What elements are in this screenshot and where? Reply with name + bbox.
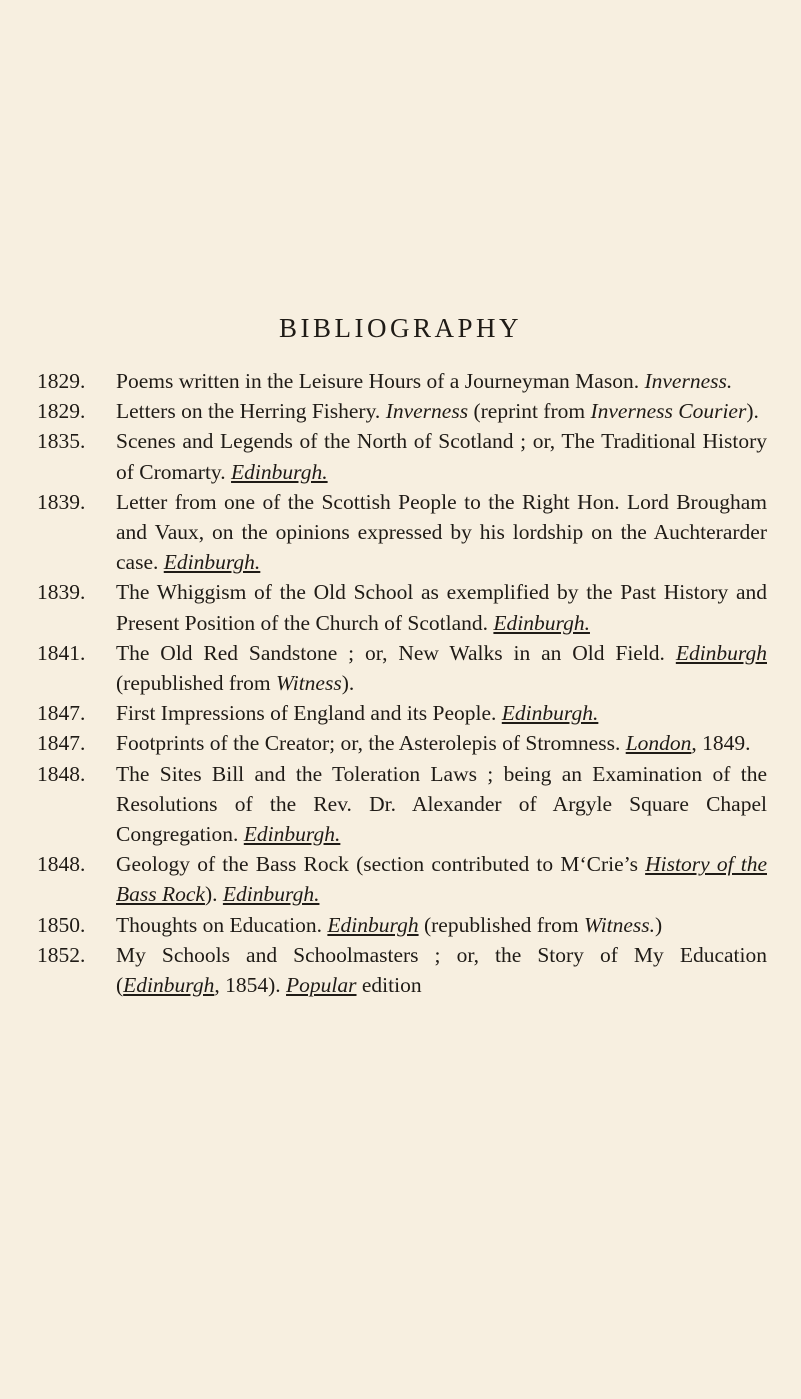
entry-plain-text: My Schools and Schoolmasters ; or, the Story of My Education ( bbox=[116, 942, 767, 998]
entry-plain-text: ). bbox=[341, 671, 355, 696]
entry-italic-text: Inverness. bbox=[644, 369, 733, 393]
bibliography-entry bbox=[37, 910, 767, 940]
bibliography-entry bbox=[37, 849, 767, 909]
entry-text bbox=[116, 940, 767, 1000]
entry-text bbox=[116, 698, 767, 728]
entry-plain-text: First Impressions of England and its People. bbox=[116, 701, 502, 726]
entry-plain-text: (republished from bbox=[418, 912, 584, 937]
entry-plain-text: Poems written in the Leisure Hours of a Journeyman Mason. bbox=[116, 369, 645, 393]
entry-year: 1850. bbox=[37, 912, 86, 937]
entry-plain-text: Footprints of the Creator; or, the Asterolepis of Stromness. bbox=[116, 731, 626, 756]
entry-italic-text: Edinburgh bbox=[675, 640, 767, 665]
entry-plain-text: edition bbox=[356, 973, 422, 998]
bibliography-entry bbox=[37, 487, 767, 578]
entry-year: 1835. bbox=[37, 429, 86, 454]
entry-year: 1829. bbox=[37, 369, 86, 393]
entry-plain-text: Scenes and Legends of the North of Scotland ; or, The Traditional History of Cromarty. bbox=[116, 429, 767, 484]
entry-plain-text: (reprint from bbox=[468, 399, 591, 424]
entry-year: 1847. bbox=[37, 701, 86, 726]
entry-text bbox=[116, 849, 767, 909]
entry-italic-text: Edinburgh. bbox=[231, 459, 328, 484]
entry-italic-text: Edinburgh. bbox=[222, 882, 320, 907]
bibliography-entry bbox=[37, 638, 767, 698]
bibliography-entry bbox=[37, 759, 767, 850]
entry-italic-text: Edinburgh. bbox=[163, 550, 261, 575]
entry-italic-text: Edinburgh. bbox=[501, 701, 599, 726]
entry-text bbox=[116, 638, 767, 698]
entry-plain-text: Letters on the Herring Fishery. bbox=[116, 399, 386, 424]
entry-plain-text: Letter from one of the Scottish People to the Right Hon. Lord Brougham and Vaux, on the opinions expressed by his lordship on the Auchterarder case. bbox=[116, 489, 767, 575]
bibliography-entry bbox=[37, 728, 767, 758]
bibliography-entry bbox=[37, 940, 767, 1000]
bibliography-entry bbox=[37, 366, 767, 396]
entry-plain-text: ) bbox=[655, 912, 663, 937]
entry-plain-text: , 1854). bbox=[214, 973, 287, 998]
entry-plain-text: Geology of the Bass Rock (section contributed to M‘Crie’s bbox=[116, 852, 646, 877]
page-title: BIBLIOGRAPHY bbox=[278, 313, 522, 343]
entry-italic-text: London bbox=[625, 731, 692, 756]
entry-italic-text: Witness. bbox=[583, 912, 656, 937]
entry-text bbox=[116, 910, 767, 940]
entry-text bbox=[116, 366, 767, 396]
entry-italic-text: Inverness Courier bbox=[590, 399, 747, 424]
entry-text bbox=[116, 577, 767, 637]
entry-year: 1852. bbox=[37, 942, 86, 967]
entry-text bbox=[116, 487, 767, 578]
entry-plain-text: The Whiggism of the Old School as exemplified by the Past History and Present Position of the Church of Scotland. bbox=[116, 580, 767, 635]
entry-italic-text: Edinburgh bbox=[123, 973, 215, 998]
bibliography-entry bbox=[37, 577, 767, 637]
entry-text bbox=[116, 759, 767, 850]
entry-plain-text: The Sites Bill and the Toleration Laws ; being an Examination of the Resolutions of the Rev. Dr. Alexander of Argyle Square Chapel Congregation. bbox=[116, 761, 767, 847]
entry-text bbox=[116, 396, 767, 426]
entry-year: 1839. bbox=[37, 489, 86, 514]
entry-italic-text: Popular bbox=[286, 973, 357, 998]
entry-text bbox=[116, 426, 767, 486]
entry-italic-text: Edinburgh. bbox=[493, 610, 590, 635]
entry-year: 1841. bbox=[37, 640, 86, 665]
entry-plain-text: The Old Red Sandstone ; or, New Walks in an Old Field. bbox=[116, 640, 676, 665]
bibliography-entry bbox=[37, 426, 767, 486]
entry-year: 1848. bbox=[37, 852, 86, 877]
entry-year: 1839. bbox=[37, 580, 86, 605]
entry-text bbox=[116, 728, 767, 758]
entry-plain-text: ). bbox=[746, 399, 759, 424]
entry-year: 1829. bbox=[37, 399, 86, 424]
entry-italic-text: Edinburgh. bbox=[243, 822, 341, 847]
entry-italic-text: Edinburgh bbox=[327, 912, 419, 937]
entry-year: 1848. bbox=[37, 761, 86, 786]
entry-plain-text: Thoughts on Education. bbox=[116, 912, 328, 937]
entry-plain-text: , 1849. bbox=[691, 731, 751, 756]
entry-italic-text: Witness bbox=[276, 671, 342, 696]
bibliography-entry bbox=[37, 396, 767, 426]
entry-plain-text: ). bbox=[204, 882, 223, 907]
bibliography-list bbox=[37, 366, 767, 1000]
entry-italic-text: Inverness bbox=[385, 399, 469, 424]
entry-plain-text: (republished from bbox=[116, 671, 277, 696]
entry-year: 1847. bbox=[37, 731, 86, 756]
bibliography-entry bbox=[37, 698, 767, 728]
entry-italic-text: History of the Bass Rock bbox=[116, 852, 767, 907]
